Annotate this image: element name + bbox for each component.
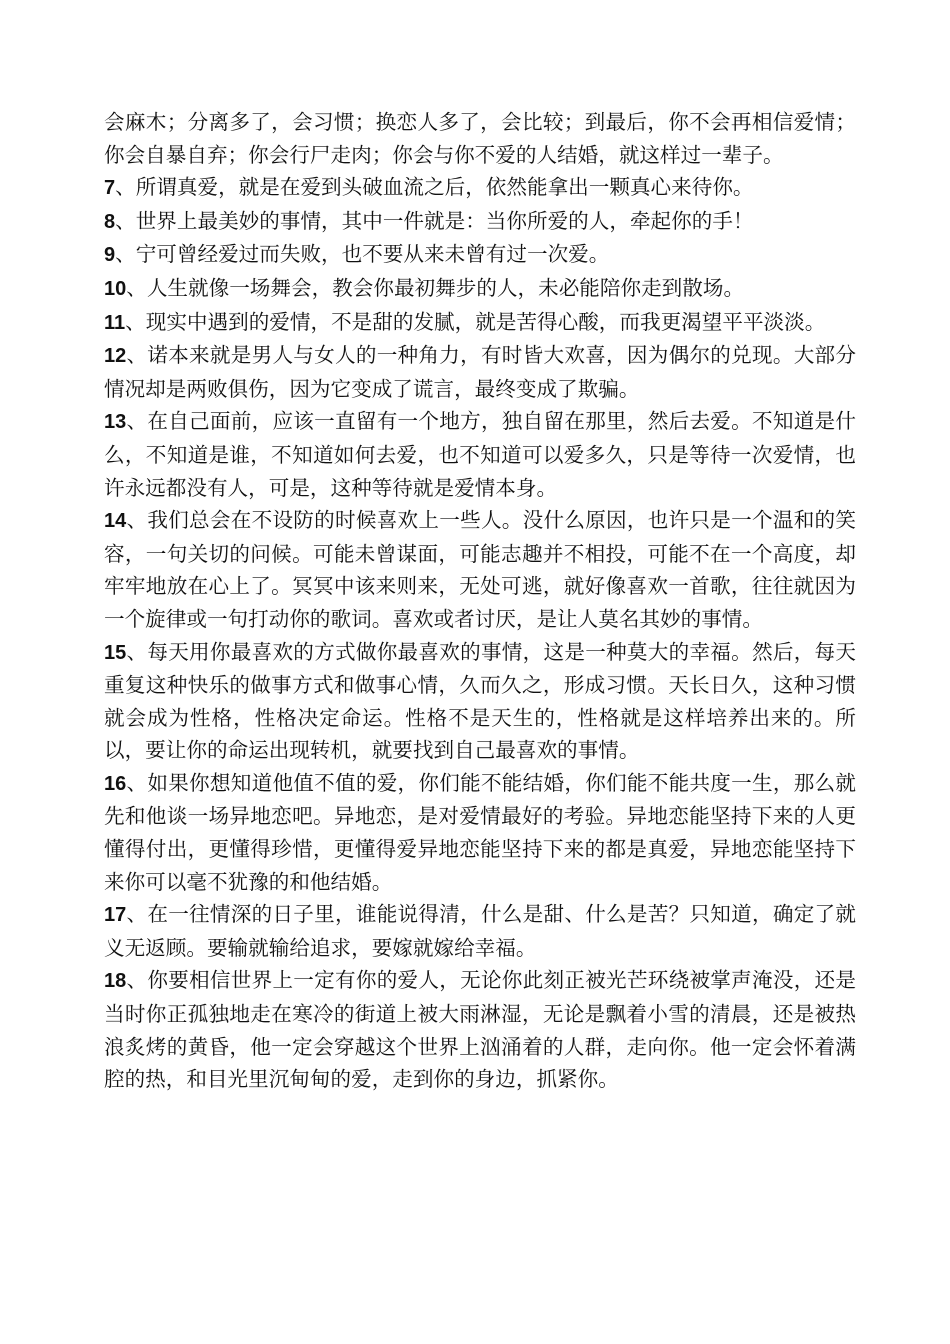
- list-item: [104, 964, 856, 1095]
- item-number: 10: [104, 277, 127, 300]
- list-item: [104, 238, 856, 272]
- item-separator: 、: [126, 770, 148, 795]
- list-item: [104, 306, 856, 340]
- item-text: 现实中遇到的爱情，不是甜的发腻，就是苦得心酸，而我更渴望平平淡淡。: [145, 309, 826, 334]
- item-number: 9: [104, 244, 116, 267]
- list-item: [104, 767, 856, 898]
- item-text: 我们总会在不设防的时候喜欢上一些人。没什么原因，也许只是一个温和的笑容，一句关切的问候。可能未曾谋面，可能志趣并不相投，可能不在一个高度，却牢牢地放在心上了。冥冥中该来则来，无处可逃，就好像喜欢一首歌，往往就因为一个旋律或一句打动你的歌词。喜欢或者讨厌，是让人莫名其妙的事情。: [104, 508, 856, 631]
- document-page: [104, 106, 856, 1096]
- list-item: [104, 171, 856, 205]
- item-number: 7: [104, 177, 116, 200]
- item-separator: 、: [126, 639, 148, 664]
- list-item: [104, 636, 856, 767]
- item-separator: 、: [126, 343, 148, 368]
- item-text: 每天用你最喜欢的方式做你最喜欢的事情，这是一种莫大的幸福。然后，每天重复这种快乐的做事方式和做事心情，久而久之，形成习惯。天长日久，这种习惯就会成为性格，性格决定命运。性格不是天生的，性格就是这样培养出来的。所以，要让你的命运出现转机，就要找到自己最喜欢的事情。: [104, 639, 856, 763]
- list-item: [104, 898, 856, 964]
- item-text: 如果你想知道他值不值的爱，你们能不能结婚，你们能不能共度一生，那么就先和他谈一场异地恋吧。异地恋，是对爱情最好的考验。异地恋能坚持下来的人更懂得付出，更懂得珍惜，更懂得爱异地恋能坚持下来的都是真爱，异地恋能坚持下来你可以毫不犹豫的和他结婚。: [104, 770, 856, 894]
- list-item: [104, 504, 856, 635]
- item-separator: 、: [115, 242, 136, 267]
- item-separator: 、: [115, 175, 136, 200]
- item-text: 你要相信世界上一定有你的爱人，无论你此刻正被光芒环绕被掌声淹没，还是当时你正孤独地走在寒冷的街道上被大雨淋湿，无论是飘着小雪的清晨，还是被热浪炙烤的黄昏，他一定会穿越这个世界上汹涌着的人群，走向你。他一定会怀着满腔的热，和目光里沉甸甸的爱，走到你的身边，抓紧你。: [104, 968, 856, 1092]
- list-item: [104, 405, 856, 504]
- item-number: 13: [104, 411, 127, 434]
- item-separator: 、: [115, 208, 136, 233]
- item-number: 14: [104, 510, 127, 533]
- item-number: 8: [104, 210, 116, 233]
- item-text: 宁可曾经爱过而失败，也不要从来未曾有过一次爱。: [135, 242, 610, 267]
- list-item: [104, 272, 856, 306]
- item-separator: 、: [126, 409, 148, 434]
- item-number: 16: [104, 772, 127, 795]
- item-number: 11: [104, 311, 126, 334]
- list-item: [104, 339, 856, 405]
- continuation-paragraph: 会麻木；分离多了，会习惯；换恋人多了，会比较；到最后，你不会再相信爱情；你会自暴自弃；你会行尸走肉；你会与你不爱的人结婚，就这样过一辈子。: [104, 110, 856, 167]
- item-separator: 、: [126, 902, 148, 927]
- item-text: 所谓真爱，就是在爱到头破血流之后，依然能拿出一颗真心来待你。: [135, 175, 754, 200]
- item-separator: 、: [126, 508, 148, 533]
- item-text: 在自己面前，应该一直留有一个地方，独自留在那里，然后去爱。不知道是什么，不知道是谁，不知道如何去爱，也不知道可以爱多久，只是等待一次爱情，也许永远都没有人，可是，这种等待就是爱情本身。: [104, 409, 856, 500]
- item-separator: 、: [126, 968, 148, 993]
- item-text: 世界上最美妙的事情，其中一件就是：当你所爱的人，牵起你的手！: [135, 208, 754, 233]
- item-separator: 、: [125, 309, 146, 334]
- item-text: 诺本来就是男人与女人的一种角力，有时皆大欢喜，因为偶尔的兑现。大部分情况却是两败俱伤，因为它变成了谎言，最终变成了欺骗。: [104, 343, 856, 401]
- item-text: 人生就像一场舞会，教会你最初舞步的人，未必能陪你走到散场。: [146, 275, 745, 300]
- list-item: [104, 205, 856, 239]
- item-text: 在一往情深的日子里，谁能说得清，什么是甜、什么是苦？只知道，确定了就义无返顾。要输就输给追求，要嫁就嫁给幸福。: [104, 902, 856, 960]
- item-number: 17: [104, 904, 127, 927]
- item-number: 12: [104, 345, 127, 368]
- item-number: 18: [104, 970, 127, 993]
- item-separator: 、: [126, 275, 147, 300]
- item-number: 15: [104, 641, 127, 664]
